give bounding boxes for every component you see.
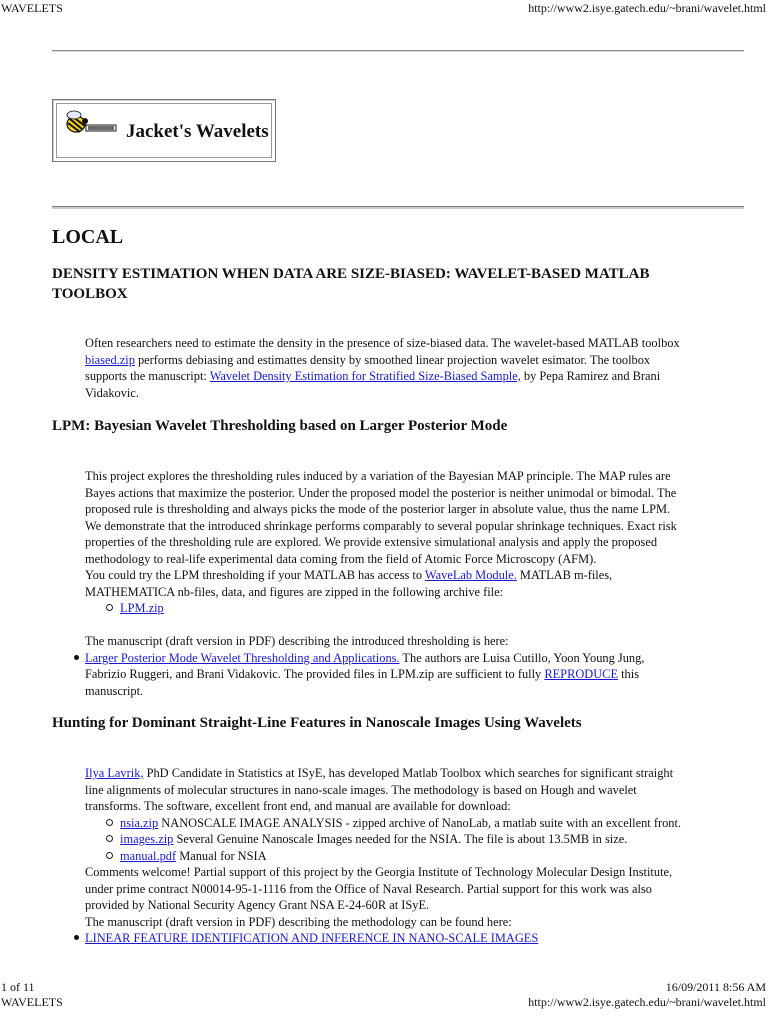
- logo-title: Jacket's Wavelets: [126, 121, 269, 142]
- disc-bullet-icon: [74, 655, 79, 660]
- section1-heading-line2: TOOLBOX: [52, 286, 128, 302]
- top-divider: [52, 50, 744, 52]
- section1-line3-pre: supports the manuscript:: [85, 369, 210, 383]
- section2-paper-line2: [85, 666, 639, 683]
- list-item-text: Manual for NSIA: [176, 848, 267, 863]
- section1-line1: Often researchers need to estimate the density in the presence of size-biased data. The wavelet-based MATLAB toolbox: [85, 336, 680, 350]
- linear-feature-link[interactable]: LINEAR FEATURE IDENTIFICATION AND INFERENCE IN NANO-SCALE IMAGES: [85, 931, 539, 945]
- lpm-zip-item: [106, 600, 164, 617]
- section2-try-line: [85, 567, 612, 584]
- print-datetime: 16/09/2011 8:56 AM: [665, 980, 766, 994]
- section3-line3: transforms. The software, excellent front end, and manual are available for download:: [85, 799, 511, 813]
- circle-bullet-icon: [106, 819, 113, 826]
- print-header-url: http://www2.isye.gatech.edu/~brani/wavelet.html: [528, 1, 766, 15]
- section3-line1: [85, 765, 673, 782]
- section1-line3: [85, 368, 660, 385]
- circle-bullet-icon: [106, 835, 113, 842]
- section2-heading: LPM: Bayesian Wavelet Thresholding based on Larger Posterior Mode: [52, 418, 508, 434]
- section3-line1-post: PhD Candidate in Statistics at ISyE, has developed Matlab Toolbox which searches for significant straight: [143, 766, 674, 780]
- section2-try-pre: You could try the LPM thresholding if your MATLAB has access to: [85, 568, 425, 582]
- section1-heading-line1: DENSITY ESTIMATION WHEN DATA ARE SIZE-BIASED: WAVELET-BASED MATLAB: [52, 266, 650, 282]
- section3-comments-line1: Comments welcome! Partial support of this project by the Georgia Institute of Technology Molecular Design Institute,: [85, 865, 673, 879]
- local-heading: LOCAL: [52, 226, 124, 248]
- circle-bullet-icon: [106, 604, 113, 611]
- reproduce-link[interactable]: REPRODUCE: [544, 667, 619, 681]
- section2-line2: Bayes actions that maximize the posterior. Under the proposed model the posterior is neither unimodal or bimodal. The: [85, 485, 677, 500]
- disc-bullet-icon: [74, 935, 79, 940]
- section3-line2: line alignments of molecular structures in nano-scale images. The methodology is based on Hough and wavelet: [85, 782, 637, 797]
- section2-paper-post: The authors are Luisa Cutillo, Yoon Young Jung,: [399, 650, 645, 665]
- section1-heading: [52, 264, 752, 304]
- print-header-title: WAVELETS: [1, 1, 63, 15]
- section3-comments-line4: The manuscript (draft version in PDF) describing the methodology can be found here:: [85, 914, 512, 929]
- section2-paper-l2-pre: Fabrizio Ruggeri, and Brani Vidakovic. The provided files in LPM.zip are sufficient to fully: [85, 667, 545, 681]
- circle-bullet-icon: [106, 852, 113, 859]
- section2-paper-line1: [85, 650, 644, 667]
- section2-paper-line3: manuscript.: [85, 683, 144, 698]
- section3-heading: Hunting for Dominant Straight-Line Features in Nanoscale Images Using Wavelets: [52, 715, 582, 731]
- manuscript-link[interactable]: Wavelet Density Estimation for Stratified Size-Biased Sample,: [209, 369, 521, 383]
- section2-try-post: MATLAB m-files,: [516, 568, 613, 582]
- yellow-jacket-bee-icon: [62, 109, 118, 137]
- section3-comments-line2: under prime contract N00014-95-1-1116 from the Office of Naval Research. Partial support for this work was also: [85, 881, 652, 896]
- section2-line6: methodology to real-life experimental data coming from the field of Atomic Force Microscopy (AFM).: [85, 551, 597, 566]
- list-item-text: Several Genuine Nanoscale Images needed for the NSIA. The file is about 13.5MB in size.: [173, 832, 628, 846]
- section1-line2: [85, 352, 650, 369]
- list-item: [106, 848, 267, 865]
- section2-line4: We demonstrate that the introduced shrinkage performs comparably to several popular shrinkage techniques. Exact risk: [85, 518, 677, 533]
- section3-comments-line3: provided by National Security Agency Grant NSA E-24-60R at ISyE.: [85, 898, 430, 912]
- footer-title: WAVELETS: [1, 995, 63, 1009]
- list-item: [106, 815, 681, 832]
- list-item: [106, 831, 627, 848]
- list-item-text: NANOSCALE IMAGE ANALYSIS - zipped archive of NanoLab, a matlab suite with an excellent front.: [158, 815, 682, 830]
- section2-line5: properties of the thresholding rule are explored. We provide extensive simulational analysis and apply the proposed: [85, 535, 658, 549]
- section2-line3: proposed rule is thresholding and always picks the mode of the posterior larger in absolute value, thus the name LPM.: [85, 502, 671, 516]
- section1-line3-post: by Pepa Ramirez and Brani: [520, 369, 661, 383]
- section3-paper-line: [85, 930, 538, 947]
- section2-math-line: MATHEMATICA nb-files, data, and figures are zipped in the following archive file:: [85, 584, 504, 599]
- lpm-zip-link[interactable]: LPM.zip: [120, 601, 164, 615]
- wavelab-link[interactable]: WaveLab Module.: [424, 568, 517, 582]
- section1-line4: Vidakovic.: [85, 385, 139, 400]
- section-divider: [52, 206, 744, 209]
- nsia-zip-link[interactable]: nsia.zip: [120, 815, 159, 830]
- logo-banner: [52, 99, 276, 162]
- footer-url: http://www2.isye.gatech.edu/~brani/wavelet.html: [528, 995, 766, 1009]
- section1-line2-text: performs debiasing and estimattes density by smoothed linear projection wavelet esimator. The toolbox: [134, 352, 651, 367]
- section2-line1: This project explores the thresholding rules induced by a variation of the Bayesian MAP principle. The MAP rules are: [85, 469, 671, 483]
- manual-pdf-link[interactable]: manual.pdf: [120, 848, 177, 863]
- section2-manuscript-line: The manuscript (draft version in PDF) describing the introduced thresholding is here:: [85, 634, 509, 648]
- biased-zip-link[interactable]: biased.zip: [85, 352, 135, 367]
- lpm-paper-link[interactable]: Larger Posterior Mode Wavelet Thresholding and Applications.: [85, 650, 400, 665]
- page-number: 1 of 11: [1, 980, 35, 994]
- ilya-lavrik-link[interactable]: Ilya Lavrik,: [85, 766, 144, 780]
- images-zip-link[interactable]: images.zip: [120, 832, 174, 846]
- section2-paper-l2-post: this: [618, 667, 640, 681]
